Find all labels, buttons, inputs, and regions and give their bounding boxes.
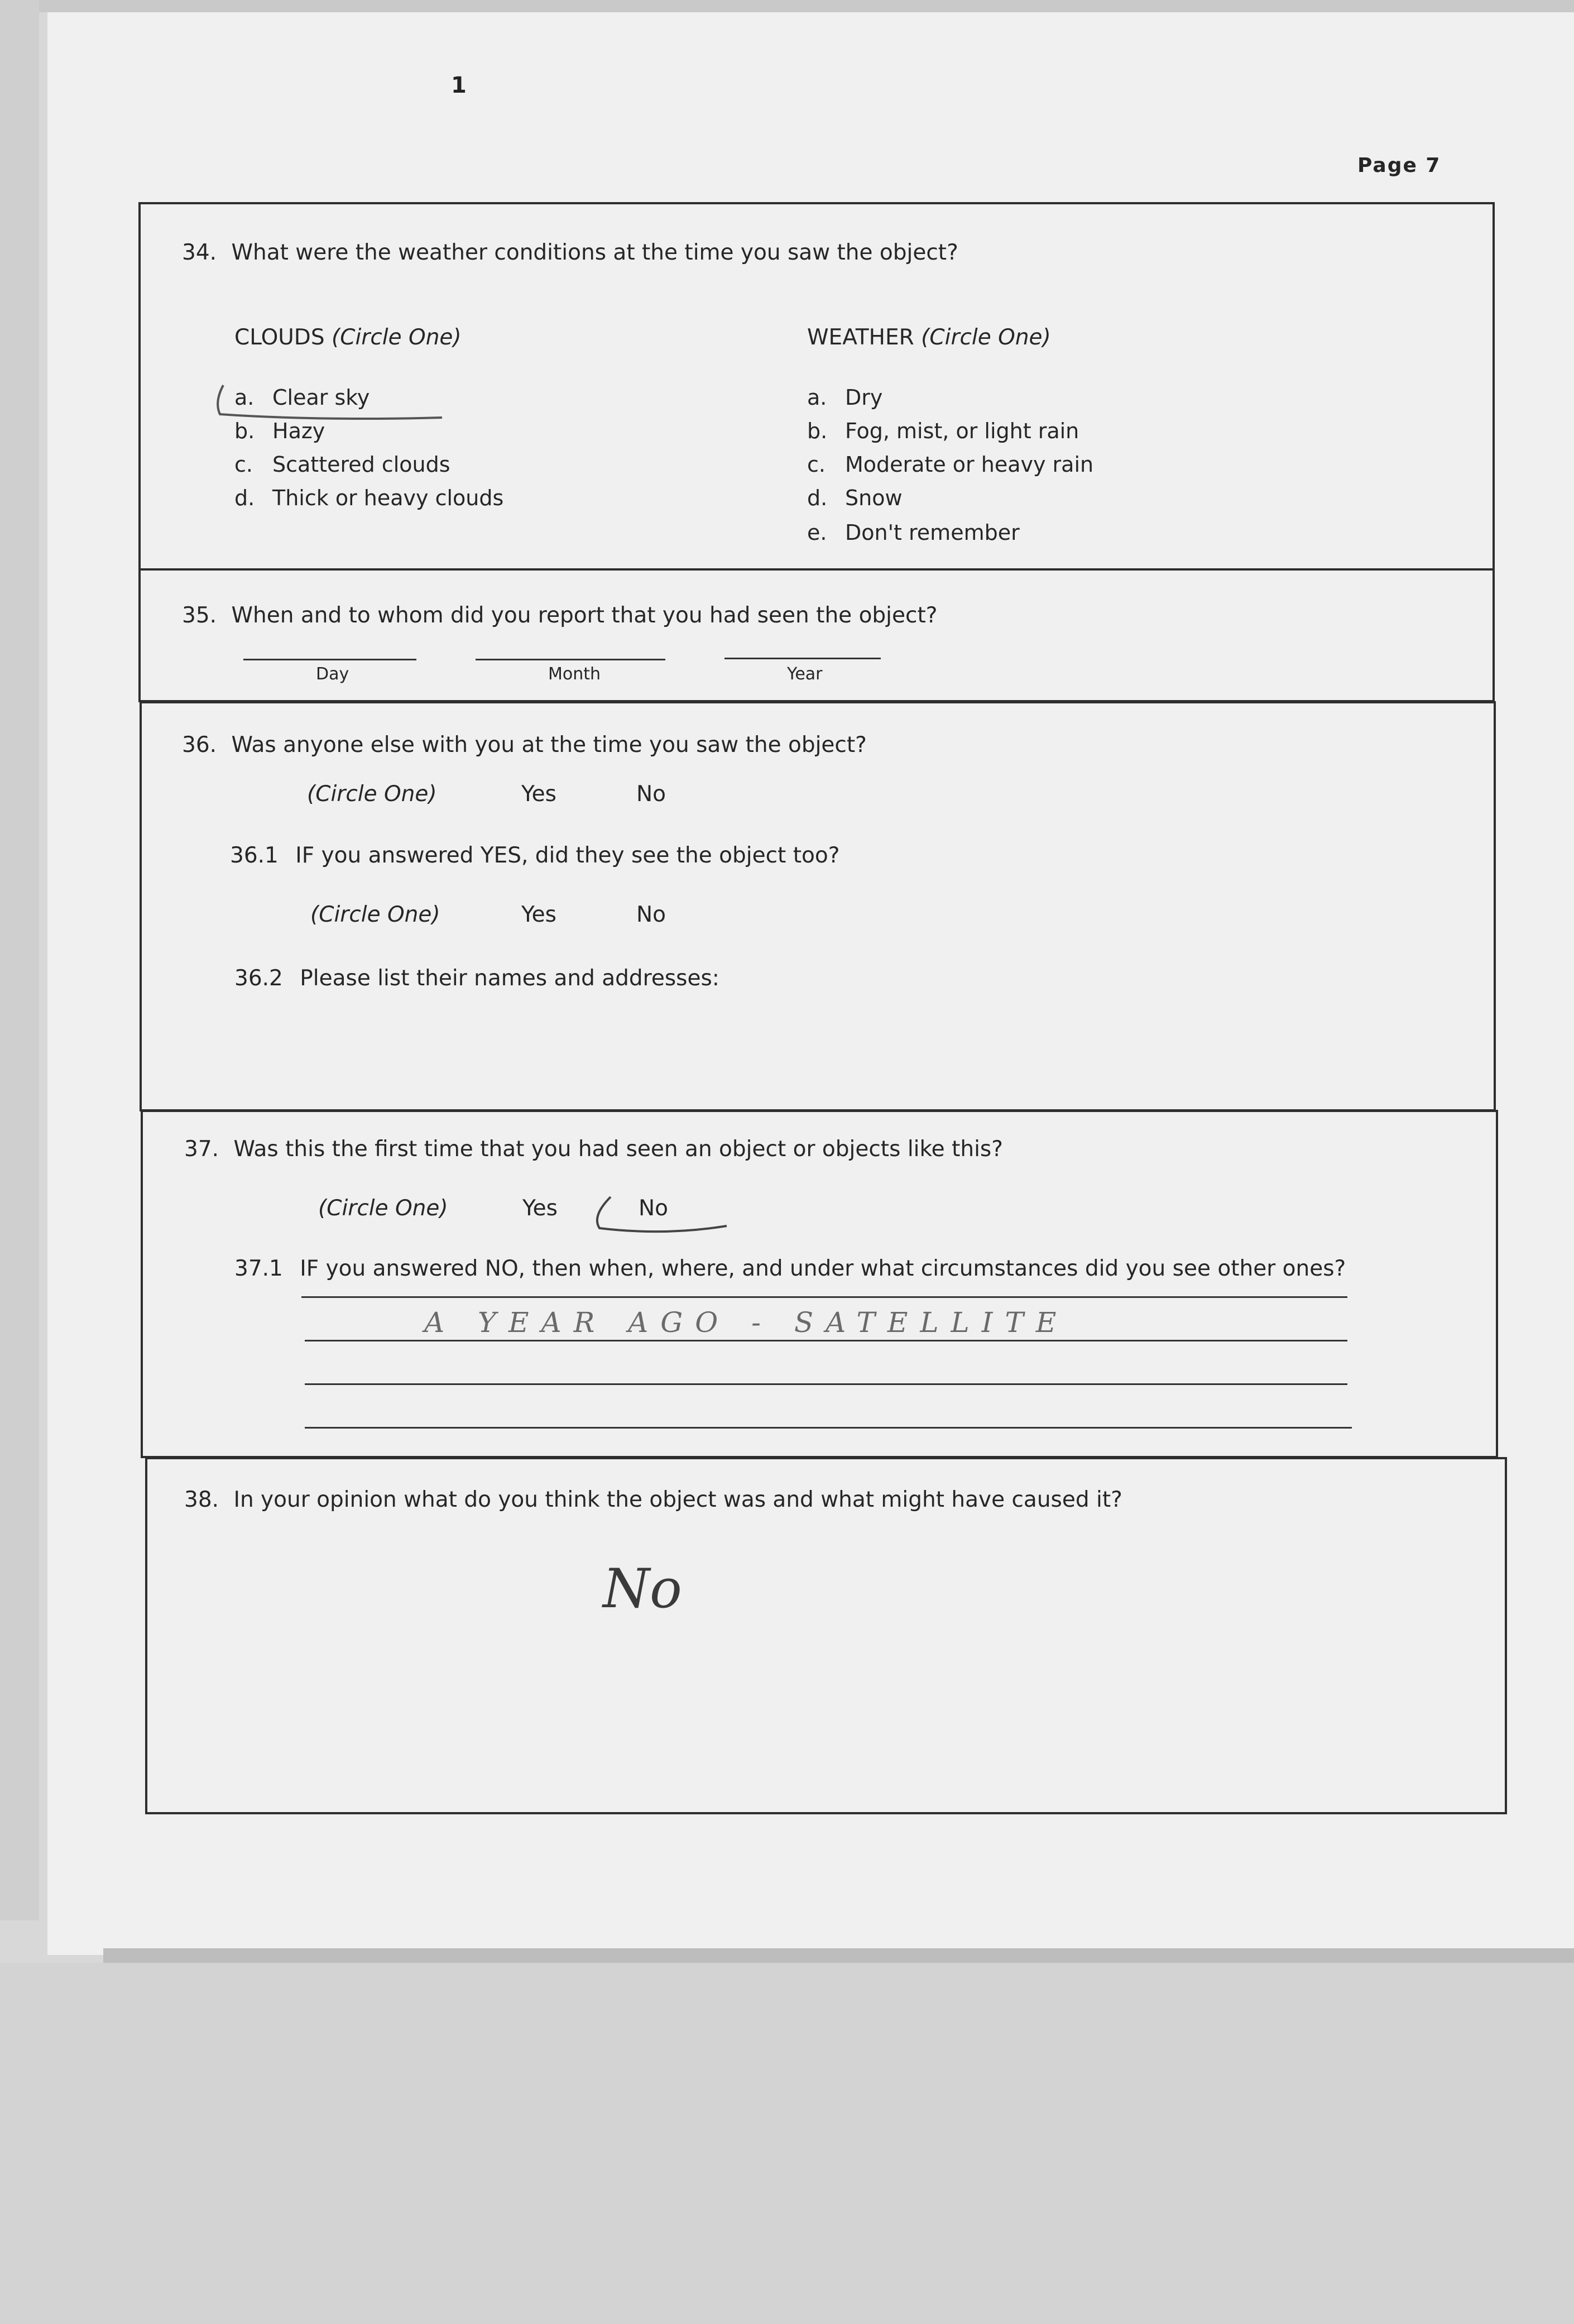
weather-option-c[interactable]: c. Moderate or heavy rain	[807, 452, 1094, 477]
weather-heading	[807, 325, 1051, 350]
q38-number: 38.	[184, 1487, 219, 1512]
weather-title: WEATHER	[807, 325, 914, 350]
clouds-title: CLOUDS	[234, 325, 325, 350]
scan-top-edge	[0, 0, 1574, 12]
day-caption: Day	[316, 664, 349, 684]
no-circle-mark	[586, 1189, 731, 1239]
document-mark: 1	[451, 73, 467, 98]
q36-1-question	[230, 843, 839, 868]
scan-background	[0, 1963, 1574, 2324]
q36-2-text: Please list their names and addresses:	[300, 966, 719, 991]
q36-1-no[interactable]: No	[636, 902, 666, 927]
clouds-option-c[interactable]: c. Scattered clouds	[234, 452, 450, 477]
q37-1-question	[234, 1256, 1346, 1281]
q36-hint: (Circle One)	[307, 782, 437, 807]
section-37	[141, 1110, 1498, 1458]
weather-option-b[interactable]: b. Fog, mist, or light rain	[807, 419, 1079, 443]
q37-answer-line-1[interactable]	[301, 1296, 1347, 1298]
q36-1-hint: (Circle One)	[310, 902, 440, 927]
q36-text: Was anyone else with you at the time you saw the object?	[231, 732, 867, 758]
q36-1-text: IF you answered YES, did they see the object too?	[295, 843, 840, 868]
q37-answer-line-4[interactable]	[305, 1427, 1352, 1429]
q35-number: 35.	[182, 603, 217, 628]
q37-yes[interactable]: Yes	[522, 1196, 558, 1221]
page-number: Page 7	[1357, 154, 1441, 177]
q37-handwritten-answer: A YEAR AGO - SATELLITE	[424, 1306, 1069, 1339]
q36-number: 36.	[182, 732, 217, 758]
q36-yes[interactable]: Yes	[521, 782, 556, 807]
q36-no[interactable]: No	[636, 782, 666, 807]
q37-hint: (Circle One)	[318, 1196, 448, 1221]
q36-question	[182, 732, 867, 758]
weather-option-d[interactable]: d. Snow	[807, 486, 903, 510]
q34-text: What were the weather conditions at the time you saw the object?	[231, 240, 958, 265]
weather-option-e[interactable]: e. Don't remember	[807, 520, 1020, 545]
clouds-hint: (Circle One)	[332, 325, 462, 350]
q37-answer-line-2[interactable]	[305, 1340, 1347, 1341]
q36-2-number: 36.2	[234, 966, 283, 991]
clear-sky-circle-mark	[207, 380, 452, 424]
clouds-heading	[234, 325, 462, 350]
q35-question	[182, 603, 937, 628]
q34-question	[182, 240, 958, 265]
q37-text: Was this the first time that you had seen an object or objects like this?	[233, 1137, 1003, 1162]
scan-left-edge	[0, 0, 39, 1920]
q37-answer-line-3[interactable]	[305, 1383, 1347, 1385]
q37-number: 37.	[184, 1137, 219, 1162]
day-line[interactable]	[243, 659, 416, 660]
month-line[interactable]	[476, 659, 665, 660]
q36-1-yes[interactable]: Yes	[521, 902, 556, 927]
year-line[interactable]	[724, 658, 881, 659]
q37-1-number: 37.1	[234, 1256, 283, 1281]
clouds-option-a[interactable]: a. Clear sky	[234, 385, 370, 410]
q36-2-question	[234, 966, 719, 991]
weather-option-a[interactable]: a. Dry	[807, 385, 883, 410]
q34-number: 34.	[182, 240, 217, 265]
q37-1-text: IF you answered NO, then when, where, and under what circumstances did you see other ones?	[300, 1256, 1346, 1281]
q38-text: In your opinion what do you think the object was and what might have caused it?	[233, 1487, 1122, 1512]
scan-shadow	[103, 1948, 1574, 1963]
q35-text: When and to whom did you report that you had seen the object?	[231, 603, 938, 628]
q37-no[interactable]: No	[639, 1196, 669, 1221]
year-caption: Year	[787, 664, 823, 684]
weather-hint: (Circle One)	[921, 325, 1051, 350]
q38-handwritten-answer: No	[603, 1558, 682, 1620]
month-caption: Month	[548, 664, 601, 684]
clouds-option-b[interactable]: b. Hazy	[234, 419, 325, 443]
q38-question	[184, 1487, 1122, 1512]
q36-1-number: 36.1	[230, 843, 279, 868]
q37-question	[184, 1137, 1003, 1162]
clouds-option-d[interactable]: d. Thick or heavy clouds	[234, 486, 504, 510]
